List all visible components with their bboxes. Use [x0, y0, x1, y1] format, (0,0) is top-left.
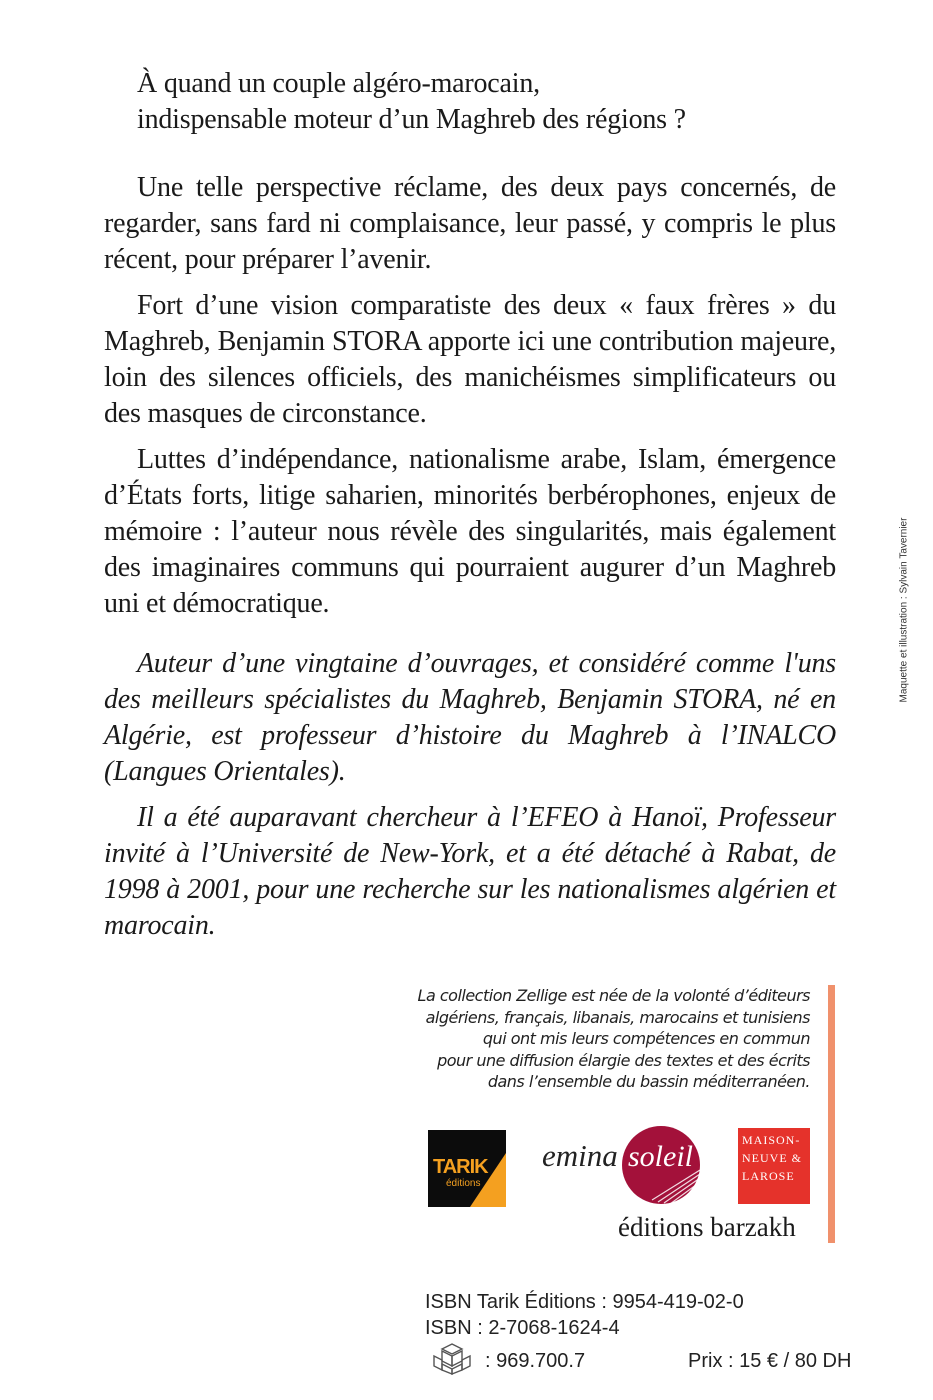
accent-bar — [828, 985, 835, 1243]
price: Prix : 15 € / 80 DH — [688, 1350, 852, 1372]
books-icon — [430, 1342, 474, 1376]
emina-logo-text: emina — [542, 1138, 618, 1173]
intro-question — [137, 66, 837, 138]
collection-line: qui ont mis leurs compétences en commun — [482, 1029, 810, 1048]
sbn-number: : 969.700.7 — [485, 1350, 586, 1372]
mnl-line: NEUVE & — [742, 1151, 802, 1165]
tarik-logo-name: TARIK — [433, 1156, 488, 1178]
isbn-tarik: ISBN Tarik Éditions : 9954-419-02-0 — [425, 1291, 744, 1313]
design-credit-text: Maquette et illustration : Sylvain Tavernier — [898, 517, 910, 703]
design-credit — [895, 500, 913, 720]
body-paragraph: Fort d’une vision comparatiste des deux « faux frères » du Maghreb, Benjamin STORA apporte ici une contribution majeure, loin des silences officiels, des manichéismes simplificateurs ou des masques de circonstance. — [104, 290, 836, 429]
tarik-logo — [428, 1130, 506, 1207]
body-paragraph: Luttes d’indépendance, nationalisme arabe, Islam, émergence d’États forts, litige saharien, minorités berbérophones, enjeux de mémoire : l’auteur nous révèle des singularités, mais également des imaginaires communs qui pourraient augurer d’un Maghreb uni et démocratique. — [104, 444, 836, 619]
collection-line: algériens, français, libanais, marocains et tunisiens — [425, 1007, 810, 1027]
collection-line: La collection Zellige est née de la volonté d’éditeurs — [417, 986, 810, 1005]
author-paragraph: Il a été auparavant chercheur à l’EFEO à Hanoï, Professeur invité à l’Université de New-York, et a été détaché à Rabat, de 1998 à 2001, pour une recherche sur les nationalismes algérien et marocain. — [104, 802, 836, 941]
isbn-main: ISBN : 2-7068-1624-4 — [425, 1317, 620, 1339]
tarik-logo-sub: éditions — [446, 1178, 481, 1189]
intro-line-1: À quand un couple algéro-marocain, — [137, 68, 540, 99]
collection-line: dans l’ensemble du bassin méditerranéen. — [487, 1072, 810, 1091]
intro-line-2: indispensable moteur d’un Maghreb des régions ? — [137, 104, 686, 135]
body-paragraph: Une telle perspective réclame, des deux pays concernés, de regarder, sans fard ni complaisance, leur passé, y compris le plus récent, pour préparer l’avenir. — [104, 172, 836, 275]
collection-note — [340, 985, 810, 1093]
back-cover-text — [104, 170, 836, 954]
emina-soleil-logo — [540, 1122, 710, 1208]
collection-line: pour une diffusion élargie des textes et des écrits — [437, 1050, 810, 1070]
barzakh-logo: éditions barzakh — [618, 1212, 796, 1242]
soleil-logo-text: soleil — [628, 1140, 693, 1173]
author-paragraph: Auteur d’une vingtaine d’ouvrages, et considéré comme l'uns des meilleurs spécialistes du Maghreb, Benjamin STORA, né en Algérie, est professeur d’histoire du Maghreb à l’INALCO (Langues Orientales). — [104, 648, 836, 787]
mnl-line: LAROSE — [742, 1169, 795, 1183]
mnl-line: MAISON- — [742, 1133, 801, 1147]
maisonneuve-larose-logo — [738, 1128, 810, 1204]
